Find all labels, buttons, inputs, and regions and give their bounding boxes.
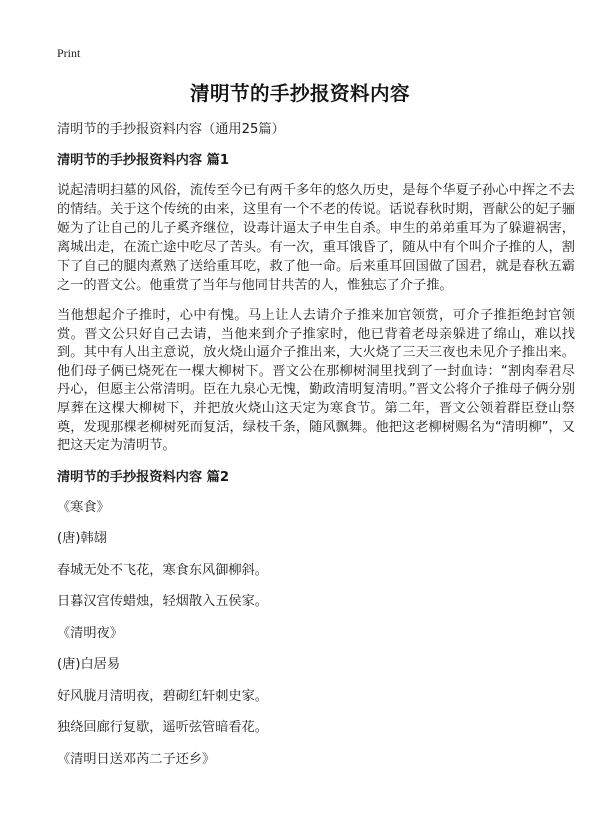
section-heading: 清明节的手抄报资料内容 篇2 [57, 469, 230, 485]
poem-line: 日暮汉宫传蜡烛，轻烟散入五侯家。 [57, 594, 268, 610]
body-paragraph: 当他想起介子推时，心中有愧。马上让人去请介子推来加官领赏，可介子推拒绝封官领赏。晋文公只好自己去请，当他来到介子推家时，他已背着老母亲躲进了绵山，难以找到。其中有人出主意说，放火烧山逼介子推出来，大火烧了三天三夜也未见介子推出来。他们母子俩已烧死在一棵大柳树下。晋文公在那柳树洞里找到了一封血诗：“割肉奉君尽丹心，但愿主公常清明。臣在九泉心无愧，勤政清明复清明。”晋文公将介子推母子俩分别厚葬在这棵大柳树下，并把放火烧山这天定为寒食节。第二年，晋文公领着群臣登山祭奠，发现那棵老柳树死而复活，绿枝千条，随风飘舞。他把这老柳树赐名为“清明柳”，又把这天定为清明节。 [57, 308, 575, 454]
document-subtitle: 清明节的手抄报资料内容（通用25篇） [57, 122, 285, 137]
poem-title: 《清明日送邓芮二子还乡》 [57, 751, 216, 767]
poem-author: (唐)白居易 [57, 657, 121, 673]
document-body [57, 120, 575, 781]
poem-line: 好风胧月清明夜，碧砌红轩刺史家。 [57, 688, 268, 704]
poem-line: 独绕回廊行复歇，遥听弦管暗看花。 [57, 720, 268, 736]
poem-line: 春城无处不飞花，寒食东风御柳斜。 [57, 562, 268, 578]
poem-title: 《寒食》 [57, 499, 110, 515]
body-paragraph: 说起清明扫墓的风俗，流传至今已有两千多年的悠久历史，是每个华夏子孙心中挥之不去的情结。关于这个传统的由来，这里有一个不老的传说。话说春秋时期，晋献公的妃子骊姬为了让自己的儿子奚齐继位，设毒计逼太子申生自杀。申生的弟弟重耳为了躲避祸害，离城出走，在流亡途中吃尽了苦头。有一次，重耳饿昏了，随从中有个叫介子推的人，割下了自己的腿肉煮熟了送给重耳吃，救了他一命。后来重耳回国做了国君，就是春秋五霸之一的晋文公。他重赏了当年与他同甘共苦的人，惟独忘了介子推。 [57, 183, 575, 293]
section-heading: 清明节的手抄报资料内容 篇1 [57, 153, 230, 168]
poem-author: (唐)韩翃 [57, 531, 107, 547]
document-title: 清明节的手抄报资料内容 [189, 82, 410, 105]
print-label[interactable]: Print [57, 46, 81, 60]
poem-title: 《清明夜》 [57, 625, 123, 641]
